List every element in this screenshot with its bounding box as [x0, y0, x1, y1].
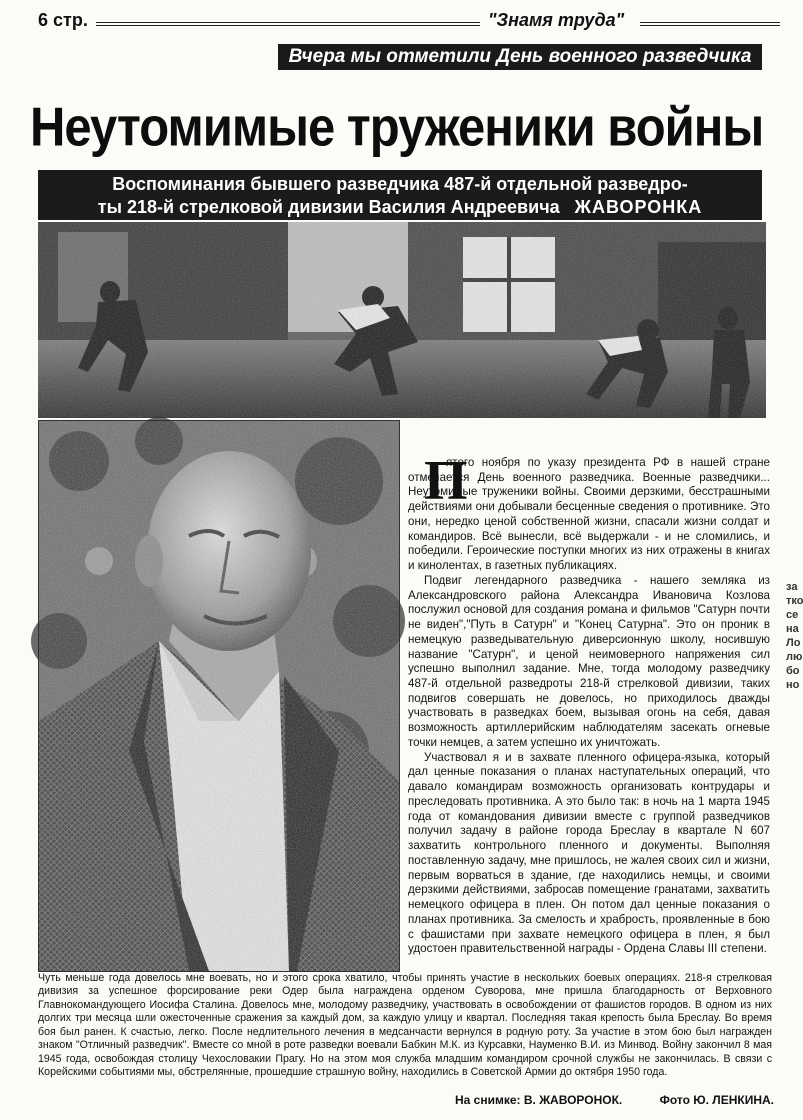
war-photo: [38, 222, 766, 418]
article-full-width: [38, 972, 772, 1080]
photo-caption: На снимке: В. ЖАВОРОНОК.: [455, 1093, 623, 1107]
article-column-right: [408, 450, 770, 957]
photographer-credit: Фото Ю. ЛЕНКИНА.: [659, 1093, 774, 1107]
subtitle-line-2: [38, 196, 762, 219]
subtitle-line-1: Воспоминания бывшего разведчика 487-й отдельной разведро-: [112, 174, 688, 194]
headline: Неутомимые труженики войны: [30, 97, 764, 158]
article-paragraph-4: Чуть меньше года довелось мне воевать, но и этого срока хватило, чтобы принять участие в нескольких боевых операциях. 218-я стрелковая дивизия за успешное форсирование реки Одер была награждена орденом Суворова, мне пришла благодарность от Верховного Главнокомандующего Иосифа Сталина. Довелось мне, молодому разведчику, участвовать в освобождении от фашистов городов. В одном из них долгих три месяца шли ожесточенные сражения за каждый дом, за каждую улицу и квартал. Последняя такая крепость была Бреслау. Во время боя был ранен. К счастью, легко. После недлительного лечения в медсанчасти вернулся в родную роту. За участие в этом бою был награжден знаком "Отличный разведчик". Вместе со мной в роте разведки воевали Бабкин М.К. из Курсавки, Науменко В.И. из Минвод. Войну закончил 8 мая 1945 года, освобождая столицу Чехословакии Прагу. Но на этом моя служба младшим командиром срочной службы не закончилась. В связи с Корейскими событиями мы, обстрелянные, прошедшие страшную войну, находились в Советской Армии до октября 1950 года.: [38, 972, 772, 1079]
photo-credits: [455, 1093, 775, 1107]
page-number: 6 стр.: [38, 10, 88, 30]
newspaper-name: "Знамя труда": [488, 10, 625, 30]
article-paragraph-1-wrap: [408, 450, 770, 574]
subtitle-surname: ЖАВОРОНКА: [574, 197, 703, 217]
header-rule-left: [96, 22, 480, 26]
article-paragraph-2: Подвиг легендарного разведчика - нашего земляка из Александровского района Александра Ивановича Козлова послужил основой для создания романа и фильмов "Сатурн почти не виден","Путь в Сатурн" и "Конец Сатурна". Это он проник в немецкую разведывательную диверсионную школу, носившую название "Сатурн", и ценой неимоверного напряжения сил успешно выполнил задание. Мне, тогда молодому разведчику 487-й отдельной разведроты 218-й стрелковой дивизии, таких подвигов совершать не довелось, но приходилось дважды участвовать в разведках боем, вызывая огонь на себя, давая возможность артиллерийским наблюдателям засекать огневые точки немцев, а затем успешно их уничтожать.: [408, 573, 770, 749]
kicker-banner: Вчера мы отметили День военного разведчика: [278, 44, 762, 70]
adjacent-column-fragment: за тко се на Ло лю бо но: [786, 581, 803, 691]
portrait-photo: [38, 420, 400, 972]
subtitle-line-2-prefix: ты 218-й стрелковой дивизии Василия Андреевича: [97, 197, 560, 217]
article-paragraph-1: ятого ноября по указу президента РФ в нашей стране отмечается День военного разведчика. Военные разведчики... Неутомимые труженики войны. Своими дерзкими, бесстрашными действиями они добывали бесценные сведения о противнике. Это они, нередко ценой собственной жизни, спасали жизни солдат и командиров. Всё вынесли, всё выдержали - и не сломились, и победили. Героические поступки многих из них отражены в книгах и кинолентах, в газетных публикациях.: [408, 456, 770, 573]
subtitle-banner: [38, 170, 762, 220]
article-paragraph-3: Участвовал я и в захвате пленного офицера-языка, который дал ценные показания о планах наступательных операций, что давало командирам возможность организовать контрудары и преследовать противника. А это было так: в ночь на 1 марта 1945 года от командования дивизии вместе с группой разведчиков получил задачу в районе города Бреслау в квартале N 607 захватить контрольного пленного и документы. Выполняя поставленную задачу, мне пришлось, не жалея своих сил и жизни, первым ворваться в здание, где находились немцы, и своими дерзкими действиями, забросав помещение гранатами, захватить немецкого офицера в плен. Он потом дал ценные показания о планах противника. За смелость и храбрость, проявленные в бою с фашистами при захвате немецкого офицера в плен, я был удостоен правительственной награды - Ордена Славы III степени.: [408, 750, 770, 956]
header-rule-right: [640, 22, 780, 26]
drop-cap: П: [424, 450, 468, 512]
